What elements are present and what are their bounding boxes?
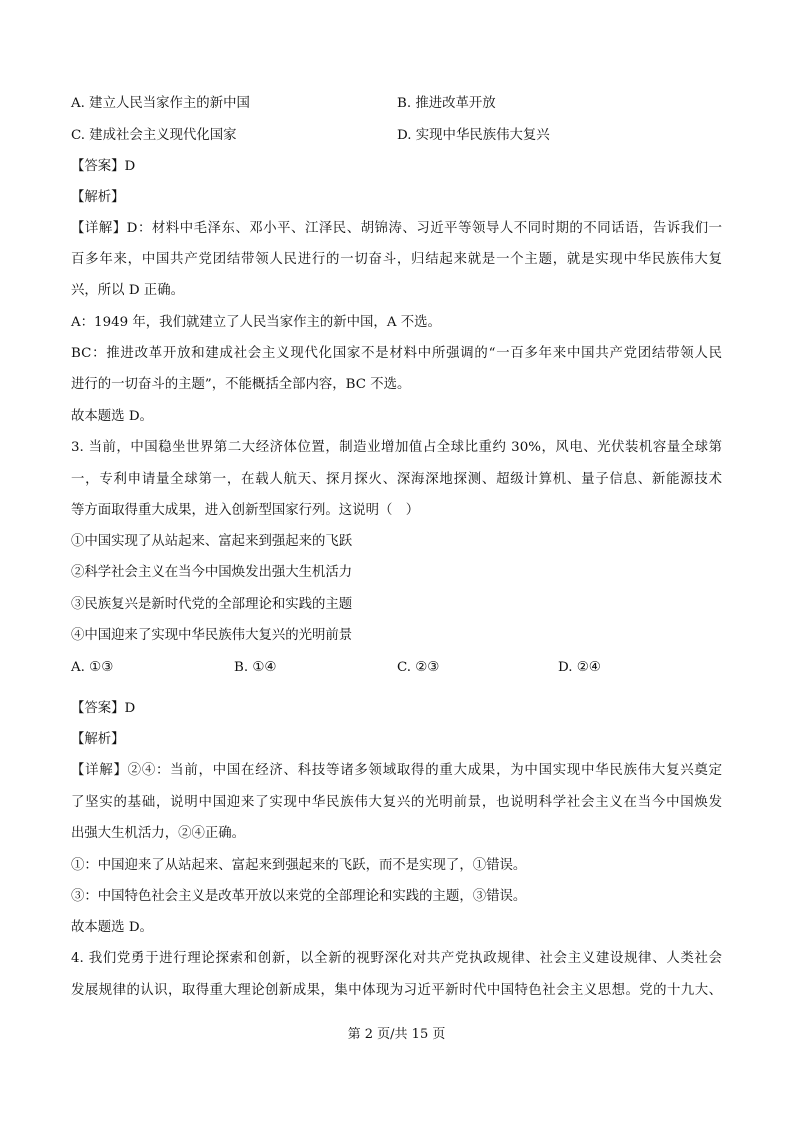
q3-detail-line: 【详解】②④：当前，中国在经济、科技等诸多领域取得的重大成果，为中国实现中华民族伟大复兴奠定 bbox=[71, 763, 722, 778]
q3-detail-line: 了坚实的基础，说明中国迎来了实现中华民族伟大复兴的光明前景，也说明科学社会主义在当今中国焕发 bbox=[71, 795, 722, 810]
q3-statement: ②科学社会主义在当今中国焕发出强大生机活力 bbox=[71, 565, 353, 580]
page-footer: 第 2 页/共 15 页 bbox=[347, 1027, 446, 1042]
q2-detail-line: BC：推进改革开放和建成社会主义现代化国家不是材料中所强调的“一百多年来中国共产党团结带领人民 bbox=[71, 346, 722, 361]
q2-detail-line: 进行的一切奋斗的主题”，不能概括全部内容，BC 不选。 bbox=[71, 377, 411, 392]
q3-statement: ④中国迎来了实现中华民族伟大复兴的光明前景 bbox=[71, 628, 353, 643]
q3-statement: ①中国实现了从站起来、富起来到强起来的飞跃 bbox=[71, 534, 353, 549]
q2-detail-line: 【详解】D：材料中毛泽东、邓小平、江泽民、胡锦涛、习近平等领导人不同时期的不同话语，告诉我们一 bbox=[71, 221, 722, 236]
q3-stem-line: 3. 当前，中国稳坐世界第二大经济体位置，制造业增加值占全球比重约 30%，风电、光伏装机容量全球第 bbox=[71, 440, 722, 455]
q2-detail-line: 百多年来，中国共产党团结带领人民进行的一切奋斗，归结起来就是一个主题，就是实现中华民族伟大复 bbox=[71, 252, 722, 267]
q3-statement: ③民族复兴是新时代党的全部理论和实践的主题 bbox=[71, 597, 353, 612]
q3-option-c: C. ②③ bbox=[397, 660, 440, 675]
q3-option-a: A. ①③ bbox=[71, 660, 114, 675]
q3-answer: 【答案】D bbox=[71, 701, 136, 716]
q3-option-b: B. ①④ bbox=[234, 660, 277, 675]
q2-option-b: B. 推进改革开放 bbox=[397, 96, 496, 111]
q2-option-c: C. 建成社会主义现代化国家 bbox=[71, 128, 237, 143]
q3-detail-line: 出强大生机活力，②④正确。 bbox=[71, 826, 246, 841]
q2-option-d: D. 实现中华民族伟大复兴 bbox=[397, 128, 550, 143]
q2-detail-line: 兴，所以 D 正确。 bbox=[71, 283, 184, 298]
q3-analysis-heading: 【解析】 bbox=[71, 732, 125, 747]
q3-detail-line: 故本题选 D。 bbox=[71, 920, 153, 935]
q4-stem-line: 4. 我们党勇于进行理论探索和创新，以全新的视野深化对共产党执政规律、社会主义建设规律、人类社会 bbox=[71, 951, 722, 966]
q2-analysis-heading: 【解析】 bbox=[71, 190, 125, 205]
q3-option-d: D. ②④ bbox=[558, 660, 601, 675]
q3-detail-line: ③：中国特色社会主义是改革开放以来党的全部理论和实践的主题，③错误。 bbox=[71, 889, 527, 904]
q2-option-a: A. 建立人民当家作主的新中国 bbox=[71, 96, 250, 111]
q2-detail-line: 故本题选 D。 bbox=[71, 409, 153, 424]
q3-stem-line: 等方面取得重大成果，进入创新型国家行列。这说明（ ） bbox=[71, 503, 420, 518]
q4-stem-line: 发展规律的认识，取得重大理论创新成果，集中体现为习近平新时代中国特色社会主义思想。党的十九大、 bbox=[71, 983, 722, 998]
q3-detail-line: ①：中国迎来了从站起来、富起来到强起来的飞跃，而不是实现了，①错误。 bbox=[71, 858, 527, 873]
q2-answer: 【答案】D bbox=[71, 159, 136, 174]
q2-detail-line: A：1949 年，我们就建立了人民当家作主的新中国，A 不选。 bbox=[71, 315, 441, 330]
q3-stem-line: 一，专利申请量全球第一，在载人航天、探月探火、深海深地探测、超级计算机、量子信息、新能源技术 bbox=[71, 472, 722, 487]
